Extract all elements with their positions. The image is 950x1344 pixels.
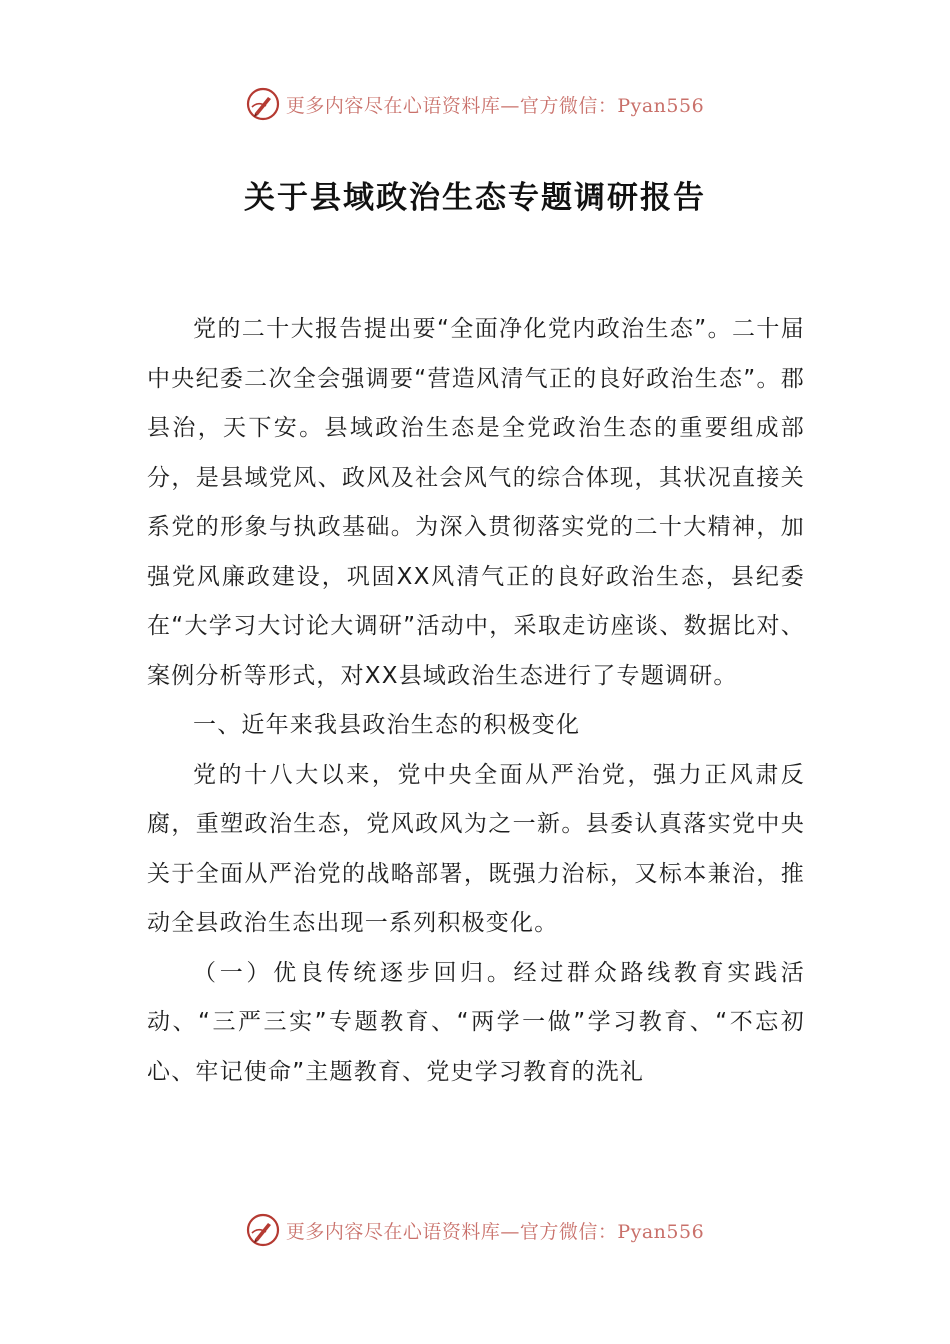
header-watermark — [0, 82, 950, 126]
document-title: 关于县域政治生态专题调研报告 — [244, 180, 706, 216]
paragraph: （一）优良传统逐步回归。经过群众路线教育实践活动、“三严三实”专题教育、“两学一做”学习教育、“不忘初心、牢记使命”主题教育、党史学习教育的洗礼 — [147, 959, 805, 1085]
pen-logo-icon — [246, 1213, 280, 1247]
watermark-text: 更多内容尽在心语资料库—官方微信：Pyan556 — [285, 1220, 705, 1243]
paragraph: 党的十八大以来，党中央全面从严治党，强力正风肃反腐，重塑政治生态，党风政风为之一新。县委认真落实党中央关于全面从严治党的战略部署，既强力治标，又标本兼治，推动全县政治生态出现一系列积极变化。 — [147, 761, 805, 936]
document-body — [147, 305, 805, 1097]
footer-watermark — [0, 1208, 950, 1252]
paragraph: 党的二十大报告提出要“全面净化党内政治生态”。二十届中央纪委二次全会强调要“营造风清气正的良好政治生态”。郡县治，天下安。县域政治生态是全党政治生态的重要组成部分，是县域党风、政风及社会风气的综合体现，其状况直接关系党的形象与执政基础。为深入贯彻落实党的二十大精神，加强党风廉政建设，巩固XX风清气正的良好政治生态，县纪委在“大学习大讨论大调研”活动中，采取走访座谈、数据比对、案例分析等形式，对XX县域政治生态进行了专题调研。 — [147, 316, 805, 689]
watermark-text: 更多内容尽在心语资料库—官方微信：Pyan556 — [285, 94, 705, 117]
pen-logo-icon — [246, 87, 280, 121]
section-heading: 一、近年来我县政治生态的积极变化 — [193, 712, 581, 738]
